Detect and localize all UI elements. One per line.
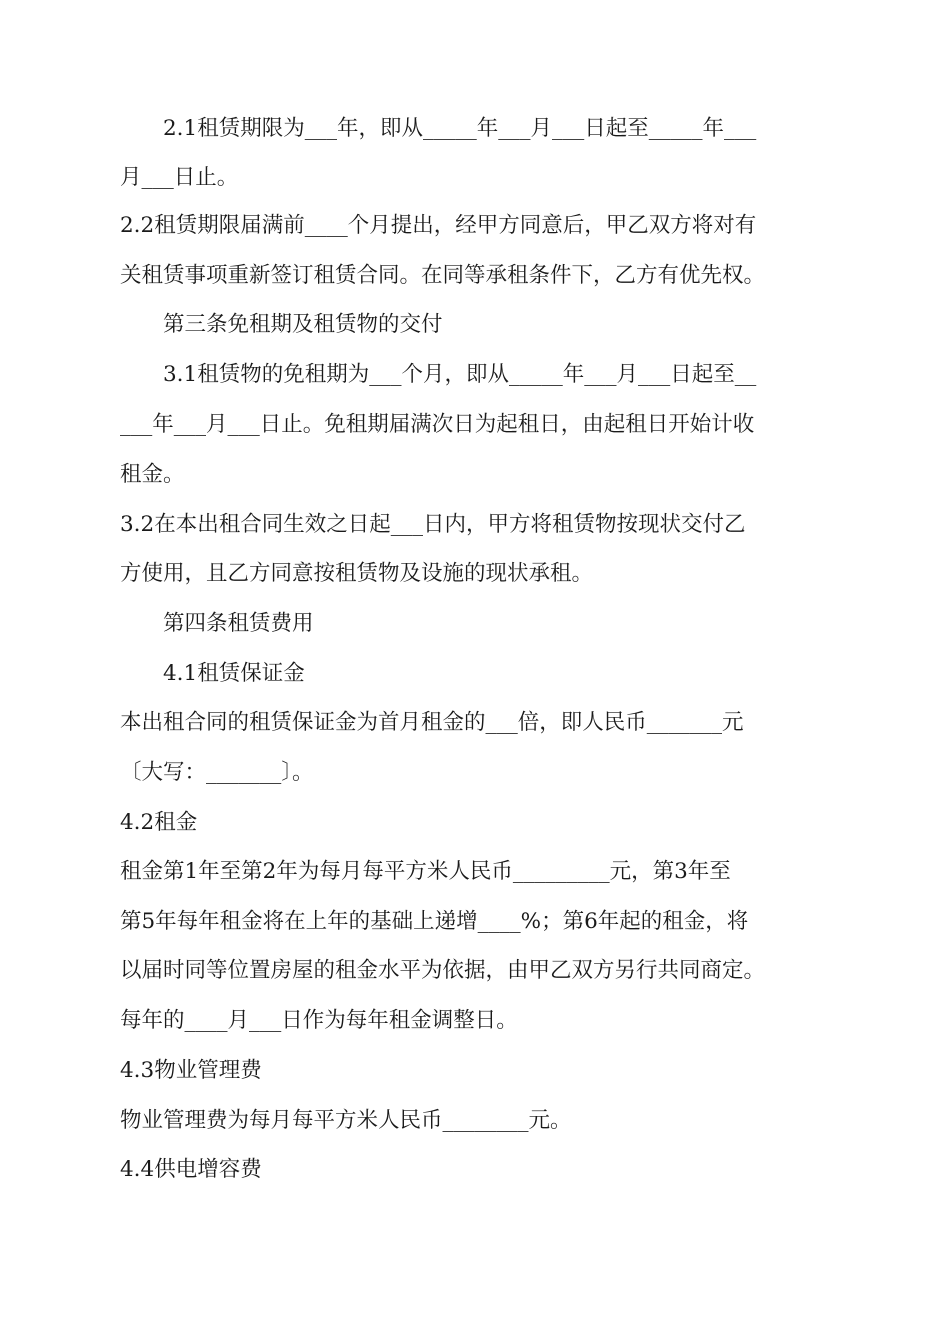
clause-4-2-heading: 4.2租金 — [120, 810, 198, 835]
clause-2-1-line-2: 月___日止。 — [120, 165, 239, 190]
clause-4-1-line-2: 〔大写：_______〕。 — [120, 760, 314, 785]
clause-4-2-line-2: 第5年每年租金将在上年的基础上递增____%；第6年起的租金，将 — [120, 909, 749, 934]
clause-3-1-line-2: ___年___月___日止。免租期届满次日为起租日，由起租日开始计收 — [120, 412, 755, 437]
clause-2-2-line-1: 2.2租赁期限届满前____个月提出，经甲方同意后，甲乙双方将对有 — [120, 213, 757, 238]
clause-2-2-line-2: 关租赁事项重新签订租赁合同。在同等承租条件下，乙方有优先权。 — [120, 263, 766, 288]
clause-4-2-line-3: 以届时同等位置房屋的租金水平为依据，由甲乙双方另行共同商定。 — [120, 958, 766, 983]
article-4-heading: 第四条租赁费用 — [163, 611, 314, 636]
clause-4-1-line-1: 本出租合同的租赁保证金为首月租金的___倍，即人民币_______元 — [120, 710, 744, 735]
clause-2-1-line-1: 2.1租赁期限为___年，即从_____年___月___日起至_____年___ — [163, 116, 757, 141]
clause-3-1-line-3: 租金。 — [120, 462, 185, 487]
clause-4-4-heading: 4.4供电增容费 — [120, 1157, 262, 1182]
clause-4-3-heading: 4.3物业管理费 — [120, 1058, 262, 1083]
clause-3-1-line-1: 3.1租赁物的免租期为___个月，即从_____年___月___日起至__ — [163, 362, 757, 387]
clause-3-2-line-1: 3.2在本出租合同生效之日起___日内，甲方将租赁物按现状交付乙 — [120, 512, 746, 537]
clause-4-2-line-1: 租金第1年至第2年为每月每平方米人民币_________元，第3年至 — [120, 859, 731, 884]
clause-3-2-line-2: 方使用，且乙方同意按租赁物及设施的现状承租。 — [120, 561, 594, 586]
clause-4-1-heading: 4.1租赁保证金 — [163, 661, 305, 686]
article-3-heading: 第三条免租期及租赁物的交付 — [163, 312, 443, 337]
clause-4-2-line-4: 每年的____月___日作为每年租金调整日。 — [120, 1008, 518, 1033]
clause-4-3-line-1: 物业管理费为每月每平方米人民币________元。 — [120, 1108, 572, 1133]
